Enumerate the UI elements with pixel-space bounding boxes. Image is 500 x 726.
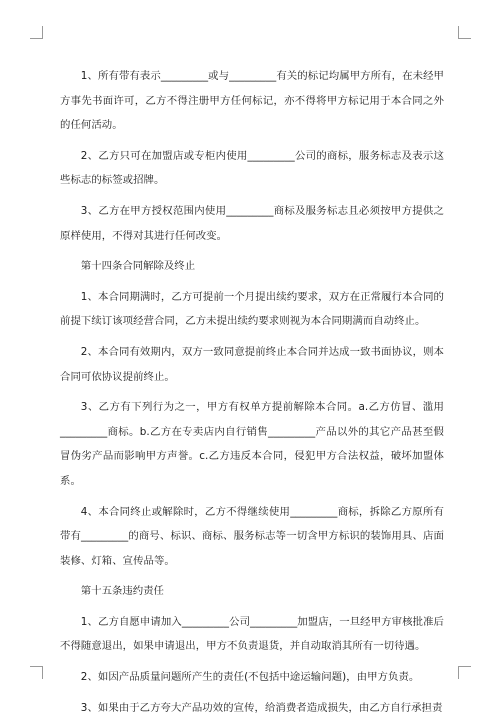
clause-trademark-usage-scope: 2、乙方只可在加盟店或专柜内使用_________公司的商标，服务标志及表示这些标志的标签或招牌。 xyxy=(60,149,444,187)
article-15-clause-3: 3、如果由于乙方夸大产品功效的宣传，给消费者造成损失，由乙方自行承担责 xyxy=(80,701,443,714)
article-14-clause-3: 3、乙方有下列行为之一，甲方有权单方提前解除本合同。a.乙方仿冒、滥用_________商标。b.乙方在专卖店内自行销售_________产品以外的其它产品甚至假冒伪劣产品而影响甲方声誉。c.乙方违反本合同，侵犯甲方合法权益，破坏加盟体系。 xyxy=(60,401,444,487)
crop-mark-top-left xyxy=(30,26,43,39)
article-14-clause-1: 1、本合同期满时，乙方可提前一个月提出续约要求，双方在正常履行本合同的前提下续订该项经营合同，乙方未提出续约要求则视为本合同期满而自动终止。 xyxy=(60,290,444,328)
article-15-clause-2: 2、如因产品质量问题所产生的责任(不包括中途运输问题)，由甲方负责。 xyxy=(80,671,420,684)
crop-mark-bottom-right xyxy=(458,666,471,679)
article-14-clause-4: 4、本合同终止或解除时，乙方不得继续使用_________商标，拆除乙方原所有带有_________的商号、标识、商标、服务标志等一切含甲方标识的装饰用具、店面装修、灯箱、宣传品等。 xyxy=(60,505,444,567)
document-body xyxy=(60,64,444,726)
clause-trademark-authorized-use: 3、乙方在甲方授权范围内使用_________商标及服务标志且必须按甲方提供之原样使用，不得对其进行任何改变。 xyxy=(60,204,444,242)
article-15-clause-1: 1、乙方自愿申请加入_________公司_________加盟店，一旦经甲方审核批准后不得随意退出，如果申请退出，甲方不负责退货，并自动取消其所有一切待遇。 xyxy=(60,615,444,653)
clause-trademark-ownership: 1、所有带有表示_________或与_________有关的标记均属甲方所有，在未经甲方事先书面许可，乙方不得注册甲方任何标记，亦不得将甲方标记用于本合同之外的任何活动。 xyxy=(60,70,444,132)
article-14-heading: 第十四条合同解除及终止 xyxy=(80,260,196,273)
article-15-heading: 第十五条违约责任 xyxy=(80,585,164,598)
crop-mark-top-right xyxy=(458,26,471,39)
article-14-clause-2: 2、本合同有效期内，双方一致同意提前终止本合同并达成一致书面协议，则本合同可依协议提前终止。 xyxy=(60,345,444,383)
crop-mark-bottom-left xyxy=(30,666,43,679)
